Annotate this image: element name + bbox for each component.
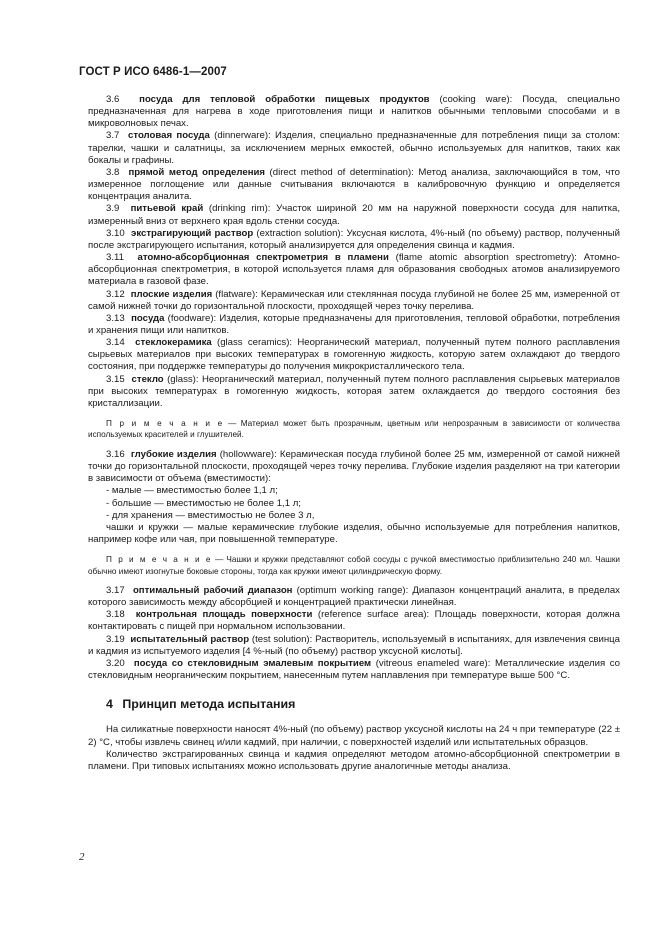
page-number: 2 [79, 851, 85, 863]
section-number: 4 [106, 697, 113, 712]
definition-3-7 [88, 130, 620, 166]
definition-3-18 [88, 609, 620, 633]
note-label: П р и м е ч а н и е [106, 419, 224, 429]
note-cups [88, 554, 620, 577]
definition-text: (hollowware): Керамическая посуда глубиной более 25 мм, измеренной от самой нижней точки до горизонтальной плоскости, проходящей через точку перелива. Глубокие изделия разделяют на три категории в зависимости от объема (вместимости): [88, 448, 620, 485]
definition-3-19 [88, 634, 620, 658]
section-heading [106, 698, 620, 710]
definition-number: 3.18 [106, 609, 125, 621]
document-body [88, 94, 620, 773]
note-material [88, 418, 620, 441]
note-text: — Материал может быть прозрачным, цветным или непрозрачным в зависимости от количества используемых красителей и глушителей. [88, 419, 620, 440]
definition-3-8 [88, 167, 620, 203]
definitions-list [88, 94, 620, 410]
definition-number: 3.13 [106, 312, 125, 324]
definition-text: (vitreous enameled ware): Металлические изделия со стекловидным неорганическим покрытием, нанесенным путем наплавления при температуре выше 500 °С. [88, 657, 620, 682]
definition-text: (optimum working range): Диапазон концентраций аналита, в пределах которого зависимость между абсорбцией и концентрацией практически линейная. [88, 584, 620, 609]
definition-text: (test solution): Растворитель, используемый в испытаниях, для извлечения свинца и кадмия из испытуемого изделия [4 %-ный (по объему) раствор уксусной кислоты]. [88, 633, 620, 657]
definition-text: (foodware): Изделия, которые предназначены для приготовления, тепловой обработки, потребления и хранения пищи или напитков. [88, 312, 620, 336]
definition-number: 3.14 [106, 337, 125, 349]
definition-text: (direct method of determination): Метод анализа, заключающийся в том, что измеренное поглощение или данные считывания включаются в калибровочную функцию и определяется концентрация аналита. [88, 166, 620, 203]
definition-3-17 [88, 585, 620, 609]
definition-term: стекло [131, 373, 164, 385]
definition-term: стеклокерамика [135, 337, 212, 349]
definition-term: посуда для тепловой обработки пищевых продуктов [139, 94, 430, 105]
note-text: — Чашки и кружки представляют собой сосуды с ручкой вместимостью приблизительно 240 мл. Чашки обычно имеют изогнутые боковые стороны, тогда как кружки имеют цилиндрическую форму. [88, 555, 620, 576]
definition-3-11 [88, 252, 620, 288]
definition-text: (flame atomic absorption spectrometry): Атомно-абсорбционная спектрометрия, в которой используется пламя для образования свободных атомов анализируемого материала в газовой фазе. [88, 252, 620, 288]
definition-term: плоские изделия [130, 288, 213, 300]
cups-definition: чашки и кружки — малые керамические глубокие изделия, обычно используемые для потребления напитков, например кофе или чая, при повышенной температуре. [88, 521, 620, 545]
definition-term: оптимальный рабочий диапазон [132, 584, 293, 596]
definition-text: (cooking ware): Посуда, специально предназначенная для нагрева в ходе приготовления пищи и напитков обычными тепловыми способами и в микроволновых печах. [88, 94, 620, 130]
definition-number: 3.11 [106, 252, 124, 264]
definition-number: 3.9 [106, 203, 120, 215]
definition-3-15 [88, 374, 620, 410]
document-header: ГОСТ Р ИСО 6486-1—2007 [79, 66, 227, 78]
definition-3-16 [88, 449, 620, 485]
definition-number: 3.10 [106, 227, 125, 239]
definition-number: 3.19 [106, 633, 125, 645]
definition-3-6 [88, 94, 620, 130]
definition-3-20 [88, 658, 620, 682]
definition-term: атомно-абсорбционная спектрометрия в пламени [137, 252, 389, 264]
definition-term: испытательный раствор [130, 633, 250, 645]
definition-term: посуда со стекловидным эмалевым покрытием [133, 657, 372, 669]
definition-number: 3.12 [106, 288, 125, 300]
definition-term: питьевой край [130, 203, 204, 215]
definition-number: 3.7 [106, 130, 120, 142]
definition-3-9 [88, 203, 620, 227]
category-item: - для хранения — вместимостью не более 3 л, [106, 509, 315, 521]
definition-text: (drinking rim): Участок шириной 20 мм на наружной поверхности сосуда для напитка, измеренный вниз от верхнего края вдоль стенки сосуда. [88, 203, 620, 227]
definition-text: (extraction solution): Уксусная кислота, 4%-ный (по объему) раствор, полученный после экстрагирующего испытания, который анализируется для определения свинца и кадмия. [88, 227, 620, 251]
definition-term: столовая посуда [128, 130, 210, 142]
section-paragraph: На силикатные поверхности наносят 4%-ный (по объему) раствор уксусной кислоты на 24 ч при температуре (22 ± 2) °С, чтобы извлечь свинец и/или кадмий, при наличии, с поверхностей изделий или испытательных образцов. [88, 724, 620, 748]
definition-number: 3.20 [106, 657, 125, 669]
category-item: - малые — вместимостью более 1,1 л; [106, 485, 278, 497]
definition-term: посуда [131, 312, 165, 324]
definition-number: 3.6 [106, 94, 120, 105]
definition-number: 3.17 [106, 584, 125, 596]
definition-number: 3.16 [106, 448, 125, 460]
section-paragraph: Количество экстрагированных свинца и кадмия определяют методом атомно-абсорбционной спектрометрии в пламени. При типовых испытаниях можно использовать другие аналогичные методы анализа. [88, 748, 620, 772]
definition-text: (glass ceramics): Неорганический материал, полученный путем полного расплавления сырьевых материалов при высоких температурах в гомогенную жидкость, которую затем охлаждают до твердого состояния, при поддержке температуры до получения микрокристаллического тела. [88, 337, 620, 373]
definition-3-14 [88, 337, 620, 373]
category-item: - большие — вместимостью не более 1,1 л; [106, 497, 301, 509]
definition-text: (dinnerware): Изделия, специально предназначенные для потребления пищи за столом: тарелки, чашки и салатницы, за исключением мерных емкостей, обычно используемых для напитков, таких как бокалы и графины. [88, 130, 620, 166]
definition-3-13 [88, 313, 620, 337]
definition-text: (reference surface area): Площадь поверхности, которая должна контактировать с пищей при нормальном использовании. [88, 609, 620, 633]
definition-number: 3.8 [106, 166, 120, 178]
definitions-list-2 [88, 585, 620, 682]
definition-term: контрольная площадь поверхности [135, 609, 313, 621]
definition-text: (glass): Неорганический материал, полученный путем полного расплавления сырьевых материалов при высоких температурах в гомогенную жидкость, которая затем охлаждается до твердого состояния без кристаллизации. [88, 373, 620, 409]
definition-term: глубокие изделия [130, 448, 217, 460]
note-label: П р и м е ч а н и е [106, 555, 213, 565]
definition-term: прямой метод определения [128, 166, 265, 178]
definition-term: экстрагирующий раствор [131, 227, 254, 239]
definition-3-10 [88, 228, 620, 252]
definition-3-12 [88, 289, 620, 313]
section-title: Принцип метода испытания [122, 697, 296, 712]
definition-number: 3.15 [106, 373, 125, 385]
definition-text: (flatware): Керамическая или стеклянная посуда глубиной не более 25 мм, измеренной от самой нижней точки до горизонтальной плоскости, проходящей через точку перелива. [88, 288, 620, 312]
